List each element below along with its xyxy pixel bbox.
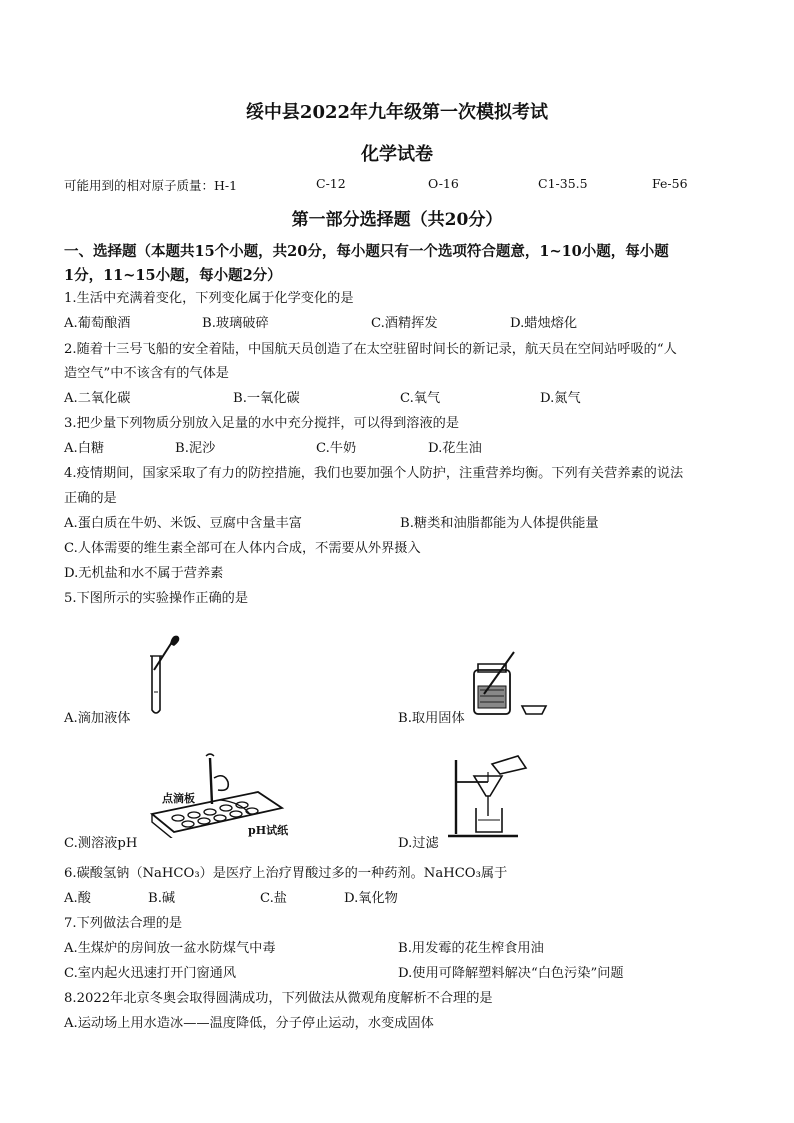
spot-plate-label: 点滴板	[162, 792, 195, 805]
q6-option-d: D.氧化物	[344, 891, 398, 906]
q3-option-c: C.牛奶	[316, 441, 357, 456]
q4-option-b: B.糖类和油脂都能为人体提供能量	[400, 516, 599, 531]
ph-paper-label: pH试纸	[248, 824, 289, 837]
q2-option-b: B.一氧化碳	[233, 391, 300, 406]
q1-option-a: A.葡萄酿酒	[64, 316, 131, 331]
q7-option-a: A.生煤炉的房间放一盆水防煤气中毒	[64, 941, 276, 956]
q4-option-d: D.无机盐和水不属于营养素	[64, 566, 224, 581]
q2-option-c: C.氧气	[400, 391, 441, 406]
q6-option-c: C.盐	[260, 891, 287, 906]
q6-stem: 6.碳酸氢钠（NaHCO₃）是医疗上治疗胃酸过多的一种药剂。NaHCO₃属于	[64, 866, 508, 881]
q7-stem: 7.下列做法合理的是	[64, 916, 183, 931]
q2-option-a: A.二氧化碳	[64, 391, 131, 406]
q8-option-a: A.运动场上用水造冰——温度降低，分子停止运动，水变成固体	[64, 1016, 434, 1031]
atomic-mass-cl: C1-35.5	[538, 176, 588, 191]
q5-option-c: C.测溶液pH	[64, 836, 138, 851]
instruction-line1: 一、选择题（本题共15个小题，共20分，每小题只有一个选项符合题意，1~10小题，每小题	[64, 243, 669, 260]
q5-stem: 5.下图所示的实验操作正确的是	[64, 591, 249, 606]
q8-stem: 8.2022年北京冬奥会取得圆满成功，下列做法从微观角度解析不合理的是	[64, 991, 493, 1006]
q7-option-d: D.使用可降解塑料解决“白色污染”问题	[398, 966, 624, 981]
q6-option-b: B.碱	[148, 891, 176, 906]
q1-option-b: B.玻璃破碎	[202, 316, 269, 331]
q4-option-c: C.人体需要的维生素全部可在人体内合成，不需要从外界摄入	[64, 541, 421, 556]
q3-option-a: A.白糖	[64, 441, 105, 456]
q5-option-a: A.滴加液体	[64, 711, 131, 726]
q7-option-b: B.用发霉的花生榨食用油	[398, 941, 544, 956]
atomic-mass-o: O-16	[428, 176, 459, 191]
figure-filtration	[448, 752, 532, 840]
q1-option-c: C.酒精挥发	[371, 316, 438, 331]
q7-option-c: C.室内起火迅速打开门窗通风	[64, 966, 237, 981]
atomic-mass-fe: Fe-56	[652, 176, 688, 191]
q3-option-b: B.泥沙	[175, 441, 216, 456]
part-heading: 第一部分选择题（共20分）	[291, 210, 503, 230]
figure-dropping-liquid	[142, 632, 186, 722]
q2-stem-line1: 2.随着十三号飞船的安全着陆，中国航天员创造了在太空驻留时间长的新记录，航天员在空间站呼吸的“人	[64, 342, 677, 357]
paper-subtitle: 化学试卷	[361, 144, 433, 165]
q6-option-a: A.酸	[64, 891, 91, 906]
q2-option-d: D.氮气	[540, 391, 581, 406]
q4-stem-line1: 4.疫情期间，国家采取了有力的防控措施，我们也要加强个人防护，注重营养均衡。下列有关营养素的说法	[64, 466, 684, 481]
atomic-mass-c: C-12	[316, 176, 346, 191]
q1-stem: 1.生活中充满着变化，下列变化属于化学变化的是	[64, 291, 354, 306]
q4-option-a: A.蛋白质在牛奶、米饭、豆腐中含量丰富	[64, 516, 302, 531]
instruction-line2: 1分，11~15小题，每小题2分）	[64, 267, 282, 284]
q1-option-d: D.蜡烛熔化	[510, 316, 578, 331]
q3-option-d: D.花生油	[428, 441, 482, 456]
q5-option-b: B.取用固体	[398, 711, 465, 726]
q3-stem: 3.把少量下列物质分别放入足量的水中充分搅拌，可以得到溶液的是	[64, 416, 460, 431]
atomic-mass-label: 可能用到的相对原子质量：H-1	[64, 178, 238, 193]
exam-title: 绥中县2022年九年级第一次模拟考试	[245, 102, 549, 123]
q5-option-d: D.过滤	[398, 836, 439, 851]
figure-taking-solid	[470, 650, 550, 720]
q4-stem-line2: 正确的是	[64, 491, 117, 506]
q2-stem-line2: 造空气”中不该含有的气体是	[64, 366, 229, 381]
